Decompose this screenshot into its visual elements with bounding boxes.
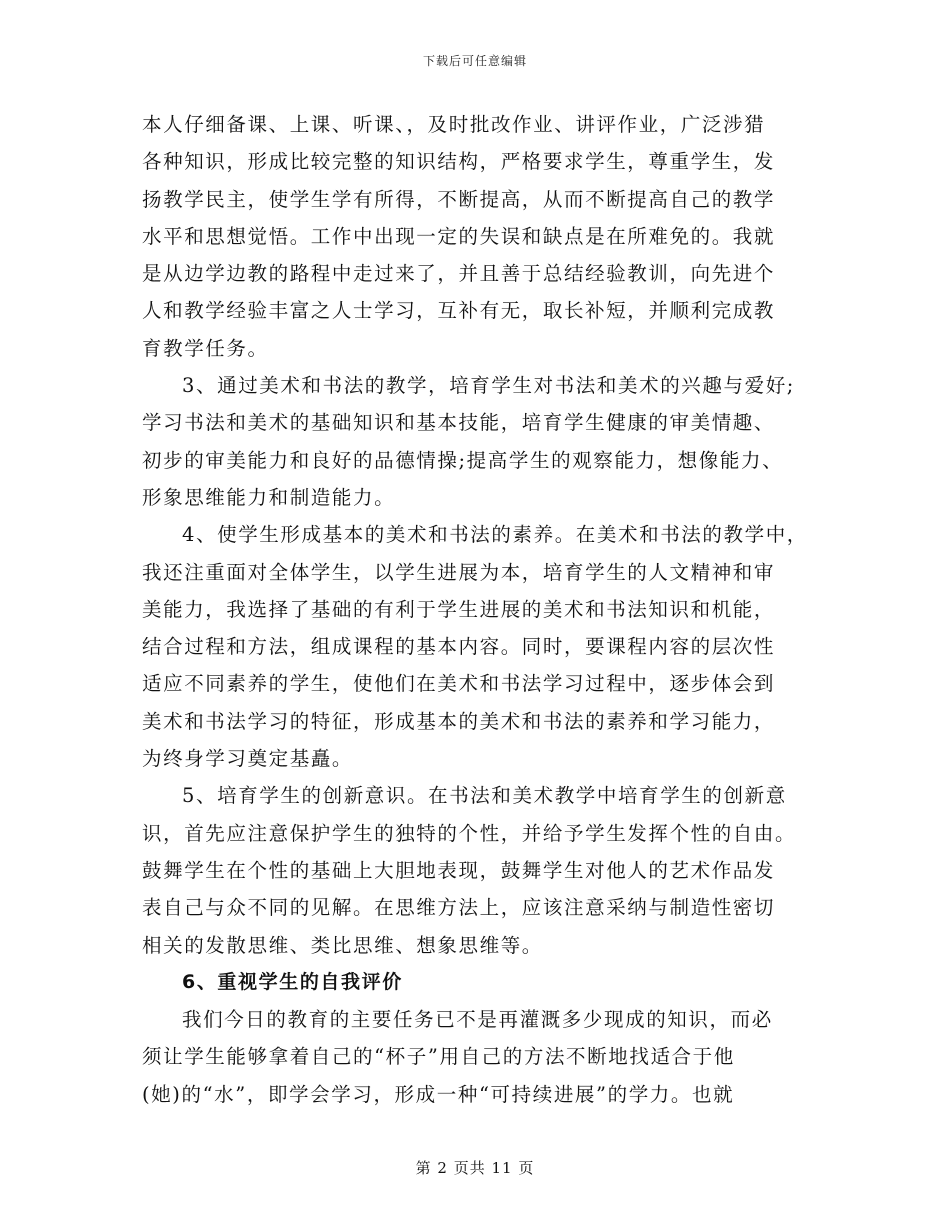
text-line: 为终身学习奠定基矗。	[142, 747, 354, 771]
text-line: 3、通过美术和书法的教学，培育学生对书法和美术的兴趣与爱好;	[182, 374, 795, 398]
document-body	[142, 106, 832, 1113]
section-heading: 6、重视学生的自我评价	[182, 970, 403, 993]
text-line: (她)的“水”，即学会学习，形成一种“可持续进展”的学力。也就	[142, 1082, 735, 1106]
text-line: 鼓舞学生在个性的基础上大胆地表现，鼓舞学生对他人的艺术作品发	[142, 858, 776, 882]
text-line: 表自己与众不同的见解。在思维方法上，应该注意采纳与制造性密切	[142, 896, 776, 920]
text-line: 我还注重面对全体学生，以学生进展为本，培育学生的人文精神和审	[142, 560, 776, 584]
text-line: 人和教学经验丰富之人士学习，互补有无，取长补短，并顺利完成教	[142, 299, 776, 323]
text-line: 形象思维能力和制造能力。	[142, 485, 396, 509]
page-footer: 第 2 页共 11 页	[415, 1159, 535, 1177]
text-line: 相关的发散思维、类比思维、想象思维等。	[142, 933, 543, 957]
text-line: 各种知识，形成比较完整的知识结构，严格要求学生，尊重学生，发	[142, 150, 776, 174]
text-line: 识，首先应注意保护学生的独特的个性，并给予学生发挥个性的自由。	[142, 821, 797, 845]
page-header: 下载后可任意编辑	[422, 54, 527, 68]
text-line: 学习书法和美术的基础知识和基本技能，培育学生健康的审美情趣、	[142, 411, 776, 435]
text-line: 育教学任务。	[142, 336, 269, 360]
text-line: 我们今日的教育的主要任务已不是再灌溉多少现成的知识，而必	[182, 1008, 773, 1032]
text-line: 结合过程和方法，组成课程的基本内容。同时，要课程内容的层次性	[142, 635, 776, 659]
text-line: 须让学生能够拿着自己的“杯子”用自己的方法不断地找适合于他	[142, 1045, 735, 1069]
text-line: 美术和书法学习的特征，形成基本的美术和书法的素养和学习能力，	[142, 709, 776, 733]
text-line: 扬教学民主，使学生学有所得，不断提高，从而不断提高自己的教学	[142, 187, 776, 211]
text-line: 是从边学边教的路程中走过来了，并且善于总结经验教训，向先进个	[142, 262, 776, 286]
text-line: 美能力，我选择了基础的有利于学生进展的美术和书法知识和机能，	[142, 597, 776, 621]
text-line: 4、使学生形成基本的美术和书法的素养。在美术和书法的教学中，	[182, 523, 808, 547]
text-line: 适应不同素养的学生，使他们在美术和书法学习过程中，逐步体会到	[142, 672, 776, 696]
text-line: 5、培育学生的创新意识。在书法和美术教学中培育学生的创新意	[182, 784, 787, 808]
text-line: 水平和思想觉悟。工作中出现一定的失误和缺点是在所难免的。我就	[142, 224, 776, 248]
text-line: 本人仔细备课、上课、听课、，及时批改作业、讲评作业，广泛涉猎	[142, 113, 766, 136]
text-line: 初步的审美能力和良好的品德情操;提高学生的观察能力，想像能力、	[142, 448, 784, 472]
